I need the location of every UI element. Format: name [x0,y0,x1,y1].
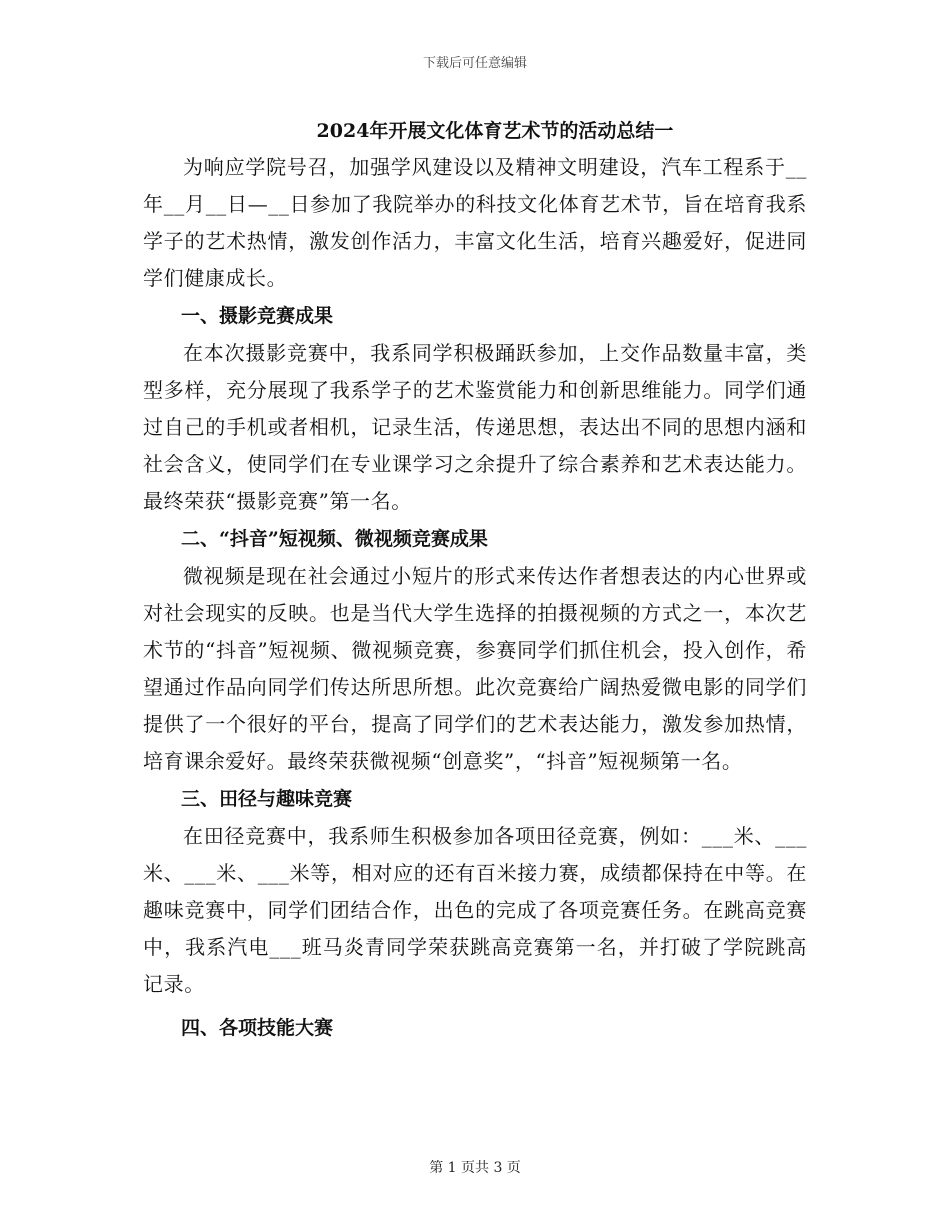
intro-paragraph: 为响应学院号召，加强学风建设以及精神文明建设，汽车工程系于__年__月__日—__日参加了我院举办的科技文化体育艺术节，旨在培育我系学子的艺术热情，激发创作活力，丰富文化生活，培育兴趣爱好，促进同学们健康成长。 [143,155,807,290]
section-body-short-video: 微视频是现在社会通过小短片的形式来传达作者想表达的内心世界或对社会现实的反映。也是当代大学生选择的拍摄视频的方式之一，本次艺术节的“抖音”短视频、微视频竞赛，参赛同学们抓住机会，投入创作，希望通过作品向同学们传达所思所想。此次竞赛给广阔热爱微电影的同学们提供了一个很好的平台，提高了同学们的艺术表达能力，激发参加热情，培育课余爱好。最终荣获微视频“创意奖”，“抖音”短视频第一名。 [143,564,807,773]
page-header: 下载后可任意编辑 [422,56,527,71]
section-heading-short-video: 二、“抖音”短视频、微视频竞赛成果 [181,528,488,550]
section-heading-track-field: 三、田径与趣味竞赛 [181,788,353,810]
section-body-photography: 在本次摄影竞赛中，我系同学积极踊跃参加，上交作品数量丰富，类型多样，充分展现了我系学子的艺术鉴赏能力和创新思维能力。同学们通过自己的手机或者相机，记录生活，传递思想，表达出不同的思想内涵和社会含义，使同学们在专业课学习之余提升了综合素养和艺术表达能力。最终荣获“摄影竞赛”第一名。 [143,341,807,513]
document-body [143,113,807,1047]
page-footer: 第 1 页共 3 页 [429,1160,521,1176]
section-body-track-field: 在田径竞赛中，我系师生积极参加各项田径竞赛，例如：___米、___米、___米、___米等，相对应的还有百米接力赛，成绩都保持在中等。在趣味竞赛中，同学们团结合作，出色的完成了各项竞赛任务。在跳高竞赛中，我系汽电___班马炎青同学荣获跳高竞赛第一名，并打破了学院跳高记录。 [143,824,807,996]
section-heading-skills: 四、各项技能大赛 [181,1017,334,1039]
document-title: 2024年开展文化体育艺术节的活动总结一 [316,120,674,142]
section-heading-photography: 一、摄影竞赛成果 [181,305,334,327]
